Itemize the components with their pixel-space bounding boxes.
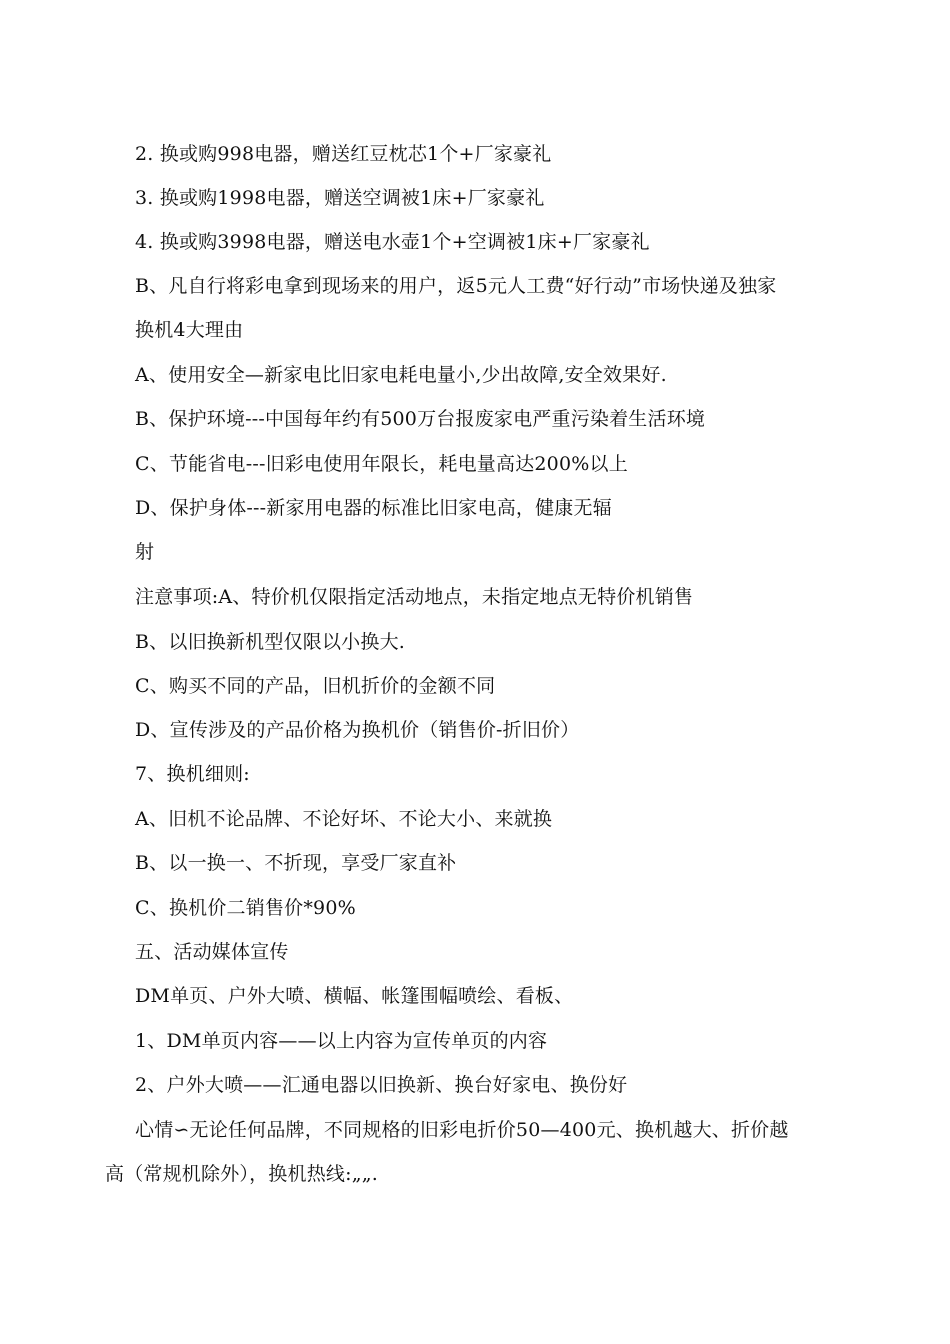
text-line: B、以一换一、不折现，享受厂家直补 bbox=[135, 852, 457, 874]
text-line: B、凡自行将彩电拿到现场来的用户，返5元人工费“好行动”市场快递及独家 bbox=[135, 275, 777, 297]
text-line: 高（常规机除外），换机热线:„„. bbox=[105, 1163, 379, 1185]
text-line: 2、户外大喷——汇通电器以旧换新、换台好家电、换份好 bbox=[135, 1074, 628, 1096]
text-line: D、宣传涉及的产品价格为换机价（销售价-折旧价） bbox=[135, 719, 580, 741]
text-line: B、保护环境---中国每年约有500万台报废家电严重污染着生活环境 bbox=[135, 408, 706, 430]
text-line: 射 bbox=[135, 541, 155, 563]
text-line: DM单页、户外大喷、横幅、帐篷围幅喷绘、看板、 bbox=[135, 985, 574, 1007]
text-line: A、旧机不论品牌、不论好坏、不论大小、来就换 bbox=[135, 808, 553, 830]
text-line: C、购买不同的产品，旧机折价的金额不同 bbox=[135, 675, 496, 697]
text-line: 注意事项:A、特价机仅限指定活动地点，未指定地点无特价机销售 bbox=[135, 586, 694, 608]
text-line: C、换机价二销售价*90% bbox=[135, 897, 356, 919]
text-line: 7、换机细则: bbox=[135, 763, 250, 785]
text-line: B、以旧换新机型仅限以小换大. bbox=[135, 631, 406, 653]
text-line: 换机4大理由 bbox=[135, 319, 244, 341]
text-line: 1、DM单页内容——以上内容为宣传单页的内容 bbox=[135, 1030, 548, 1052]
text-line: 2. 换或购998电器，赠送红豆枕芯1个+厂家豪礼 bbox=[135, 143, 552, 165]
text-line: 心情∽无论任何品牌，不同规格的旧彩电折价50—400元、换机越大、折价越 bbox=[135, 1119, 789, 1141]
text-line: C、节能省电---旧彩电使用年限长，耗电量高达200%以上 bbox=[135, 453, 628, 475]
text-line: 五、活动媒体宣传 bbox=[135, 941, 289, 963]
text-line: A、使用安全—新家电比旧家电耗电量小,少出故障,安全效果好. bbox=[135, 364, 667, 386]
text-line: 3. 换或购1998电器，赠送空调被1床+厂家豪礼 bbox=[135, 187, 545, 209]
text-line: 4. 换或购3998电器，赠送电水壶1个+空调被1床+厂家豪礼 bbox=[135, 231, 650, 253]
text-line: D、保护身体---新家用电器的标准比旧家电高，健康无辐 bbox=[135, 497, 612, 519]
